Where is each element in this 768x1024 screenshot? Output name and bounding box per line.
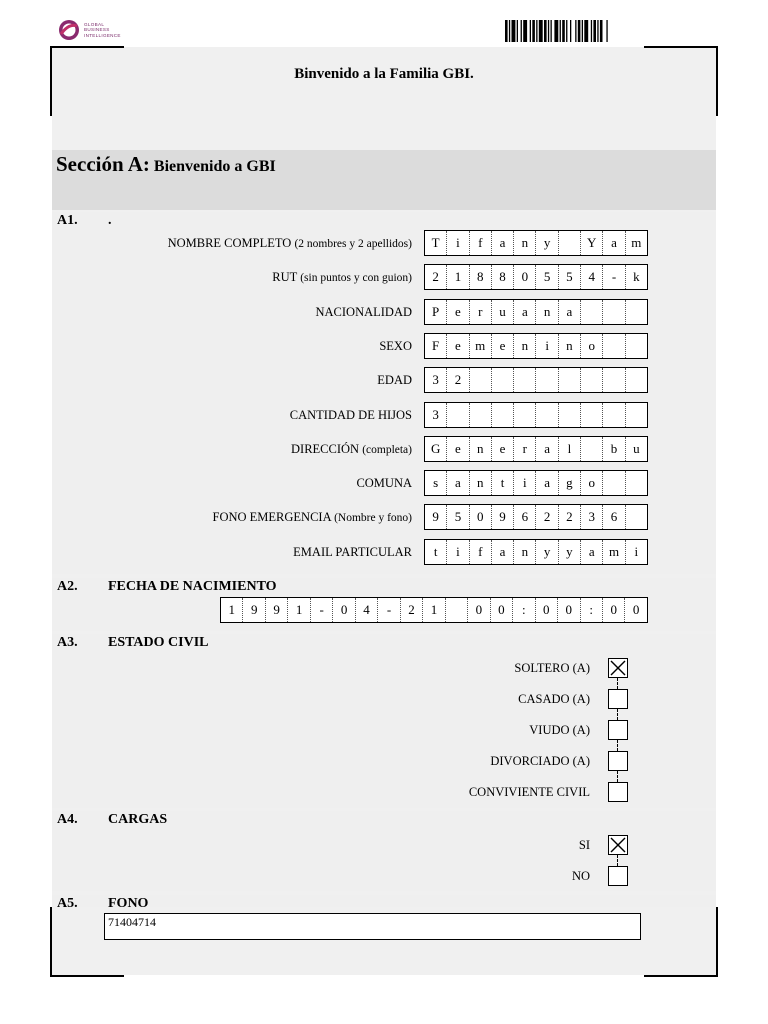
barcode-bar <box>562 20 565 42</box>
question-number: A3. <box>57 635 78 650</box>
char-cell <box>447 403 469 427</box>
field-input[interactable] <box>424 504 648 530</box>
char-cell: t <box>425 540 447 564</box>
char-cell: u <box>492 300 514 324</box>
corner-mark <box>644 907 718 977</box>
date-char-cell: : <box>581 598 603 622</box>
char-cell <box>603 471 625 495</box>
char-cell: i <box>514 471 536 495</box>
char-cell <box>492 368 514 392</box>
char-cell: 2 <box>536 505 558 529</box>
barcode-bar <box>591 20 592 42</box>
barcode-bar <box>551 20 552 42</box>
char-cell: a <box>492 231 514 255</box>
char-cell: l <box>559 437 581 461</box>
char-cell: f <box>470 540 492 564</box>
section-title <box>56 152 276 177</box>
question-title: FONO <box>108 896 149 911</box>
char-cell: 3 <box>425 368 447 392</box>
field-label <box>272 270 412 285</box>
field-label-text: COMUNA <box>356 476 412 491</box>
barcode-bar <box>544 20 547 42</box>
date-char-cell: 2 <box>401 598 423 622</box>
checkbox-connector <box>617 855 618 866</box>
option-label: NO <box>571 869 590 883</box>
question-number: A1. <box>57 213 78 228</box>
char-cell: Y <box>581 231 603 255</box>
field-input[interactable] <box>424 299 648 325</box>
char-cell <box>470 368 492 392</box>
field-label-text: EMAIL PARTICULAR <box>293 544 412 559</box>
char-cell <box>626 334 647 358</box>
char-cell <box>581 368 603 392</box>
field-input[interactable] <box>424 402 648 428</box>
field-label <box>168 236 412 251</box>
char-cell: 8 <box>470 265 492 289</box>
panel-a5 <box>52 895 716 907</box>
char-cell: y <box>559 540 581 564</box>
field-label-note: (sin puntos y con guion) <box>300 272 412 285</box>
field-label <box>379 339 412 354</box>
check-mark-icon <box>609 659 627 677</box>
char-cell: - <box>603 265 625 289</box>
char-cell <box>626 368 647 392</box>
logo-text <box>84 22 121 38</box>
section-title-sub: Bienvenido a GBI <box>153 158 276 175</box>
char-cell: 5 <box>536 265 558 289</box>
char-cell: i <box>634 543 639 559</box>
field-input[interactable] <box>424 230 648 256</box>
char-cell: a <box>447 471 469 495</box>
char-cell: 2 <box>447 368 469 392</box>
global-business-logo-icon <box>58 19 80 41</box>
date-char-cell: 0 <box>468 598 490 622</box>
date-char-cell: 9 <box>266 598 288 622</box>
option-checkbox[interactable] <box>608 751 628 771</box>
char-cell: m <box>470 334 492 358</box>
char-cell: a <box>492 540 514 564</box>
char-cell: f <box>470 231 492 255</box>
char-cell <box>603 403 625 427</box>
barcode-bar <box>593 20 596 42</box>
char-cell: F <box>425 334 447 358</box>
field-label <box>377 373 412 388</box>
barcode-bar <box>570 20 571 42</box>
logo-line: INTELLIGENCE <box>84 32 121 38</box>
char-cell <box>603 300 625 324</box>
field-input[interactable] <box>424 367 648 393</box>
date-char-cell: - <box>311 598 333 622</box>
logo-line: GLOBAL <box>84 21 105 27</box>
char-cell: r <box>470 300 492 324</box>
question-title: ESTADO CIVIL <box>108 635 209 650</box>
field-label-note: (completa) <box>362 443 412 456</box>
char-cell: t <box>492 471 514 495</box>
field-input[interactable] <box>424 264 648 290</box>
char-cell <box>559 368 581 392</box>
char-cell: b <box>603 437 625 461</box>
char-cell: a <box>559 300 581 324</box>
option-label: DIVORCIADO (A) <box>490 754 590 768</box>
date-char-cell: 0 <box>333 598 355 622</box>
char-cell: m <box>603 540 625 564</box>
char-cell <box>536 403 558 427</box>
char-cell: 0 <box>470 505 492 529</box>
field-input[interactable] <box>424 436 648 462</box>
char-cell: k <box>633 269 640 285</box>
char-cell <box>626 471 647 495</box>
date-char-cell: - <box>378 598 400 622</box>
char-cell: G <box>425 437 447 461</box>
option-checkbox[interactable] <box>608 866 628 886</box>
char-cell: 3 <box>425 403 447 427</box>
char-cell: 4 <box>581 265 603 289</box>
field-input[interactable] <box>424 333 648 359</box>
option-checkbox[interactable] <box>608 835 628 855</box>
field-label-text: DIRECCIÓN <box>291 441 360 456</box>
char-cell <box>626 505 647 529</box>
checkbox-connector <box>617 771 618 782</box>
date-char-cell: 0 <box>603 598 625 622</box>
barcode-bar <box>584 20 588 42</box>
option-label: CONVIVIENTE CIVIL <box>468 785 590 799</box>
field-label-note: (2 nombres y 2 apellidos) <box>294 238 412 250</box>
barcode-bar <box>509 20 510 42</box>
char-cell: e <box>447 300 469 324</box>
barcode-bar <box>517 20 518 42</box>
char-cell: o <box>581 334 603 358</box>
barcode-bar <box>539 20 543 42</box>
char-cell <box>492 403 514 427</box>
field-label-note: (Nombre y fono) <box>334 512 412 525</box>
date-char-cell <box>446 598 468 622</box>
section-title-main: Sección A: <box>56 152 150 176</box>
field-label-text: CANTIDAD DE HIJOS <box>289 407 412 422</box>
char-cell: g <box>559 471 581 495</box>
char-cell: 6 <box>514 505 536 529</box>
char-cell: m <box>631 235 642 250</box>
barcode-bar <box>560 20 561 42</box>
char-cell: 6 <box>603 505 625 529</box>
char-cell: i <box>447 231 469 255</box>
barcode-bar <box>532 20 535 42</box>
barcode-bar <box>606 20 607 42</box>
option-checkbox[interactable] <box>608 689 628 709</box>
char-cell: i <box>536 334 558 358</box>
option-checkbox[interactable] <box>608 782 628 802</box>
date-char-cell: 1 <box>423 598 445 622</box>
char-cell <box>626 300 647 324</box>
char-cell: y <box>536 540 558 564</box>
char-cell: a <box>536 471 558 495</box>
char-cell: P <box>425 300 447 324</box>
char-cell <box>603 368 625 392</box>
company-logo <box>58 19 121 41</box>
char-cell: s <box>425 471 447 495</box>
option-label: CASADO (A) <box>518 692 590 706</box>
date-char-cell: 1 <box>221 598 243 622</box>
char-cell <box>470 403 492 427</box>
char-cell <box>581 403 603 427</box>
char-cell: 2 <box>425 265 447 289</box>
field-label-text: NOMBRE COMPLETO <box>167 236 292 250</box>
barcode-bar <box>536 20 537 42</box>
field-label-text: EDAD <box>377 373 412 388</box>
char-cell: n <box>514 540 536 564</box>
char-cell: e <box>492 334 514 358</box>
char-cell <box>626 403 647 427</box>
option-label: VIUDO (A) <box>529 723 590 737</box>
char-cell: n <box>536 300 558 324</box>
barcode-bar <box>505 20 508 42</box>
char-cell: n <box>514 231 536 255</box>
char-cell: a <box>603 231 625 255</box>
field-input[interactable] <box>424 470 648 496</box>
checkbox-connector <box>617 740 618 751</box>
char-cell: r <box>514 437 536 461</box>
char-cell <box>581 300 603 324</box>
char-cell: o <box>581 471 603 495</box>
char-cell: n <box>470 471 492 495</box>
date-char-cell: 0 <box>491 598 513 622</box>
barcode-bar <box>523 20 527 42</box>
field-label <box>290 408 412 423</box>
field-label-text: FONO EMERGENCIA <box>212 510 331 525</box>
barcode-bar <box>582 20 583 42</box>
char-cell: u <box>633 440 640 456</box>
checkbox-connector <box>617 709 618 720</box>
char-cell: 9 <box>492 505 514 529</box>
char-cell: y <box>536 231 558 255</box>
barcode-bar <box>554 20 558 42</box>
char-cell: e <box>492 437 514 461</box>
barcode-bar <box>530 20 531 42</box>
char-cell <box>514 368 536 392</box>
option-label: SI <box>578 838 590 852</box>
field-label <box>356 476 412 491</box>
barcode-bar <box>566 20 567 42</box>
char-cell: n <box>470 437 492 461</box>
option-checkbox[interactable] <box>608 720 628 740</box>
logo-line: BUSINESS <box>84 27 110 33</box>
field-label <box>315 305 412 320</box>
date-char-cell: 0 <box>558 598 580 622</box>
date-char-cell: 1 <box>288 598 310 622</box>
char-cell: a <box>514 300 536 324</box>
barcode-bar <box>548 20 549 42</box>
char-cell: e <box>447 334 469 358</box>
option-label: SOLTERO (A) <box>514 661 590 675</box>
field-label-text: NACIONALIDAD <box>315 304 412 319</box>
char-cell: 5 <box>447 505 469 529</box>
char-cell: 5 <box>559 265 581 289</box>
char-cell: n <box>514 334 536 358</box>
char-cell: n <box>559 334 581 358</box>
option-checkbox[interactable] <box>608 658 628 678</box>
char-cell <box>514 403 536 427</box>
field-label <box>293 545 412 560</box>
date-char-cell: 9 <box>243 598 265 622</box>
field-label-text: SEXO <box>379 338 412 353</box>
date-char-cell: 4 <box>356 598 378 622</box>
char-cell: a <box>536 437 558 461</box>
barcode-bar <box>600 20 603 42</box>
question-number: A4. <box>57 812 78 827</box>
char-cell <box>581 437 603 461</box>
question-number: A5. <box>57 896 78 911</box>
date-char-cell: 0 <box>632 602 640 617</box>
date-char-cell: 0 <box>536 598 558 622</box>
char-cell <box>559 231 581 255</box>
barcode-bar <box>575 20 576 42</box>
question-title: . <box>108 213 112 228</box>
char-cell: T <box>425 231 447 255</box>
question-title: CARGAS <box>108 812 168 827</box>
welcome-title: Binvenido a la Familia GBI. <box>294 66 474 82</box>
section-a-header <box>52 150 716 210</box>
char-cell: a <box>581 540 603 564</box>
barcode-bar <box>512 20 516 42</box>
char-cell: e <box>447 437 469 461</box>
char-cell: i <box>447 540 469 564</box>
checkbox-connector <box>617 678 618 689</box>
field-label <box>213 510 412 525</box>
char-cell: 8 <box>492 265 514 289</box>
field-label-text: RUT <box>272 270 298 285</box>
char-cell: 0 <box>514 265 536 289</box>
char-cell: 2 <box>559 505 581 529</box>
barcode-bar <box>521 20 522 42</box>
date-char-cell: : <box>513 598 535 622</box>
char-cell <box>559 403 581 427</box>
barcode-bar <box>578 20 581 42</box>
birthdate-input[interactable] <box>220 597 648 623</box>
question-number: A2. <box>57 579 78 594</box>
barcode <box>505 20 683 42</box>
char-cell: 9 <box>425 505 447 529</box>
check-mark-icon <box>609 836 627 854</box>
char-cell: 3 <box>581 505 603 529</box>
char-cell <box>536 368 558 392</box>
question-title: FECHA DE NACIMIENTO <box>108 579 277 594</box>
char-cell <box>603 334 625 358</box>
field-input[interactable] <box>424 539 648 565</box>
barcode-bar <box>597 20 598 42</box>
char-cell: 1 <box>447 265 469 289</box>
phone-input[interactable]: 71404714 <box>104 913 641 940</box>
field-label <box>291 442 412 457</box>
